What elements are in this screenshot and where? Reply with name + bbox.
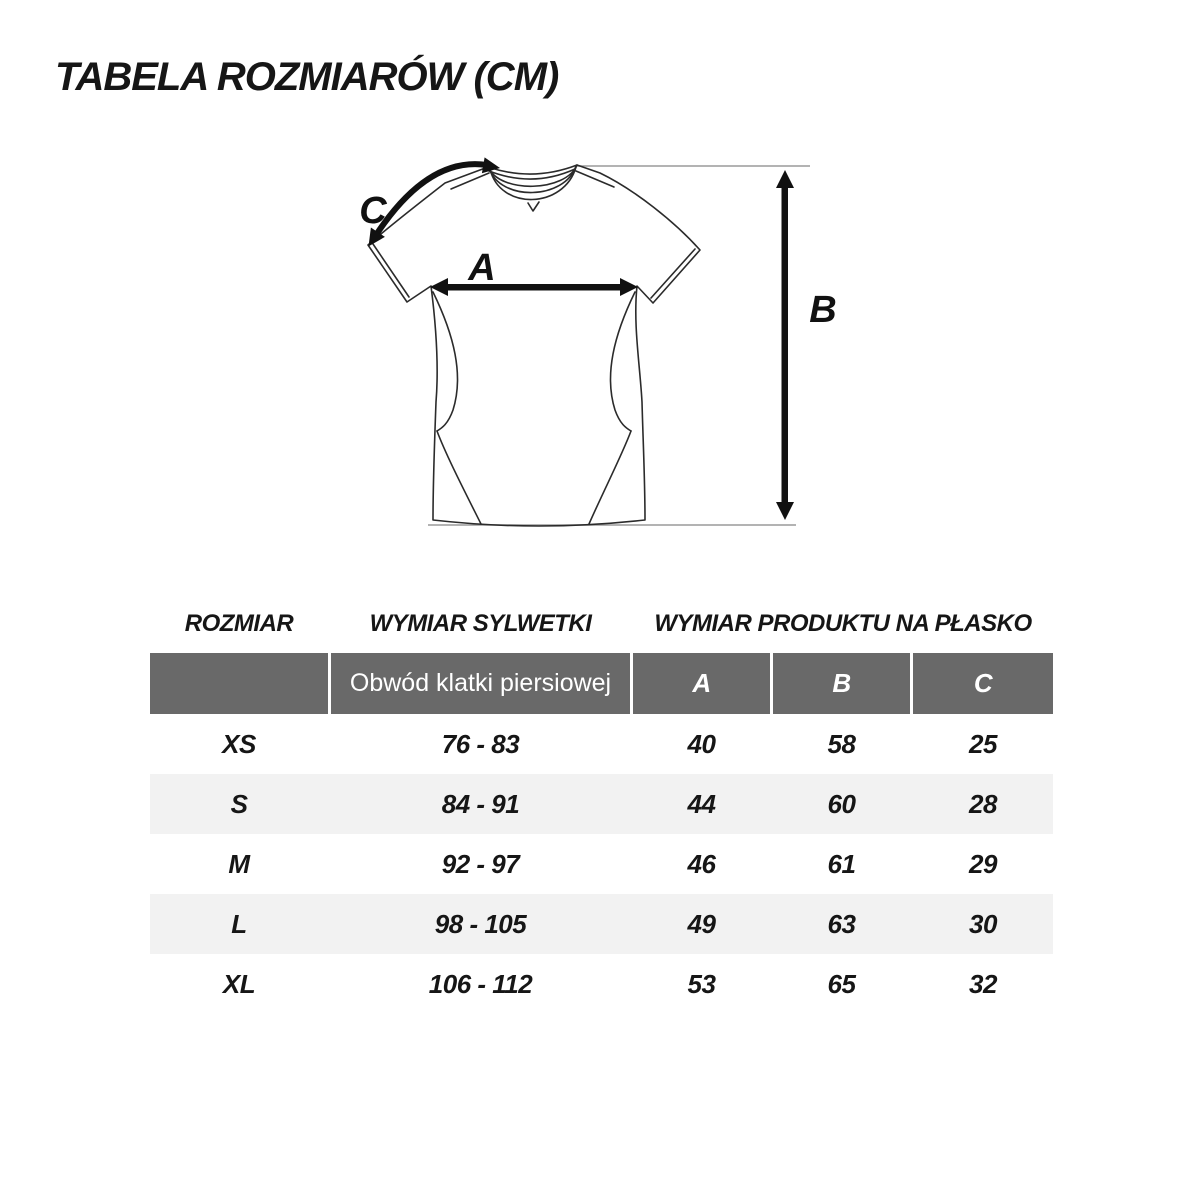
c-cell: 28 (969, 788, 997, 819)
tshirt-measurement-diagram (340, 140, 860, 560)
a-cell: 53 (687, 968, 716, 999)
b-cell: 63 (827, 908, 856, 939)
diagram-label-a: A (468, 247, 496, 289)
right-sleeve-hem (651, 249, 695, 298)
chest-cell: 84 - 91 (441, 788, 520, 819)
measurement-arrow-a (430, 278, 638, 296)
header-cell-c: C (913, 653, 1053, 714)
c-cell: 29 (969, 848, 997, 879)
tshirt-outline (368, 165, 700, 526)
b-cell: 60 (827, 788, 856, 819)
measurement-arrow-b (776, 170, 794, 520)
right-panel-flare (589, 431, 631, 524)
size-table-section (150, 610, 1053, 1014)
size-cell: XS (222, 728, 256, 759)
a-cell: 46 (687, 848, 716, 879)
a-cell: 40 (687, 728, 716, 759)
b-cell: 58 (827, 728, 856, 759)
table-row-l (150, 894, 1053, 954)
collar-notch (528, 202, 539, 211)
diagram-label-b: B (809, 289, 837, 331)
size-cell: S (230, 788, 248, 819)
c-cell: 32 (969, 968, 997, 999)
c-cell: 30 (969, 908, 997, 939)
header-cell-chest: Obwód klatki piersiowej (331, 653, 630, 714)
a-cell: 49 (687, 908, 716, 939)
measurement-arrow-c (369, 157, 501, 246)
table-row-xs (150, 714, 1053, 774)
right-yoke-seam (576, 171, 614, 187)
b-cell: 65 (827, 968, 856, 999)
table-header-row (150, 653, 1053, 714)
b-cell: 61 (827, 848, 856, 879)
section-header-wymiar-produktu: WYMIAR PRODUKTU NA PŁASKO (654, 610, 1032, 637)
table-section-headers (150, 610, 1053, 638)
diagram-label-c: C (359, 190, 387, 232)
extension-lines (428, 166, 810, 525)
page-title: TABELA ROZMIARÓW (CM) (55, 55, 559, 99)
header-cell-a: A (633, 653, 770, 714)
left-sleeve-hem (373, 244, 409, 297)
right-panel-seam (610, 292, 635, 431)
chest-cell: 106 - 112 (428, 968, 533, 999)
a-cell: 44 (687, 788, 716, 819)
size-cell: M (228, 848, 250, 879)
chest-cell: 98 - 105 (434, 908, 527, 939)
header-cell-b: B (773, 653, 910, 714)
table-row-s (150, 774, 1053, 834)
section-header-wymiar-sylwetki: WYMIAR SYLWETKI (369, 610, 592, 637)
c-cell: 25 (969, 728, 997, 759)
table-row-m (150, 834, 1053, 894)
left-panel-flare (437, 431, 481, 524)
size-cell: XL (222, 968, 256, 999)
section-header-rozmiar: ROZMIAR (184, 610, 294, 637)
left-yoke-seam (451, 173, 489, 189)
header-cell-size (150, 653, 328, 714)
size-cell: L (231, 908, 247, 939)
chest-cell: 92 - 97 (441, 848, 520, 879)
chest-cell: 76 - 83 (441, 728, 520, 759)
table-row-xl (150, 954, 1053, 1014)
